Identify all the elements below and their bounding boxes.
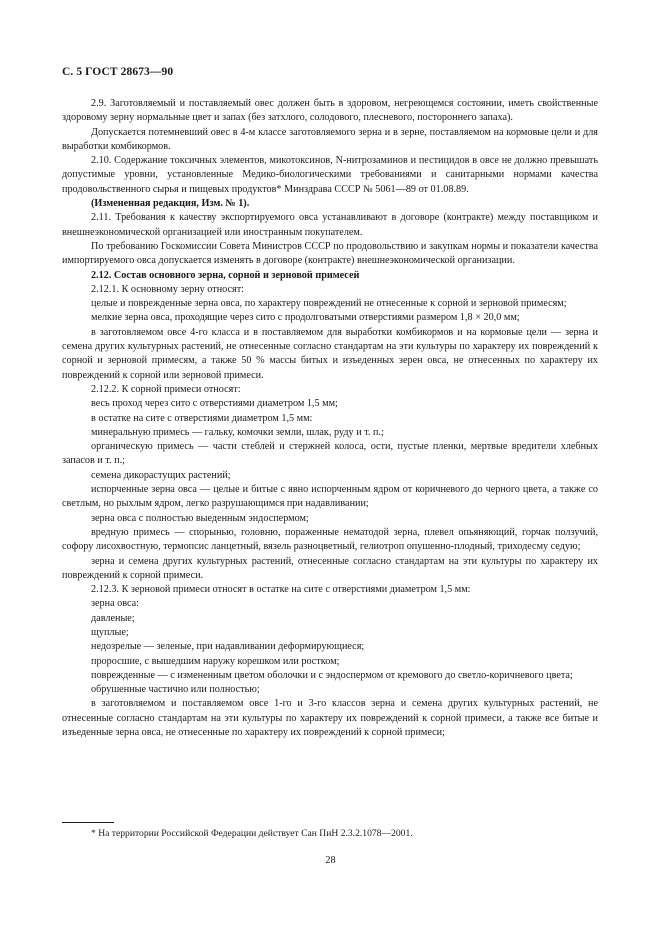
paragraph: 2.10. Содержание токсичных элементов, микотоксинов, N-нитрозаминов и пестицидов в овсе не должно превышать допустимые уровни, установленные Медико-биологическими требованиями и санитарными нормами качества продовольственного сырья и пищевых продуктов* Минздрава СССР № 5061—89 от 01.08.89. (62, 155, 598, 195)
paragraph: поврежденные — с измененным цветом оболочки и с эндоспермом от кремового до светло-коричневого цвета; (91, 669, 573, 681)
paragraph: давленые; (91, 612, 135, 624)
paragraph: зерна овса с полностью выеденным эндоспермом; (91, 512, 309, 524)
footnote-rule (62, 822, 114, 823)
paragraph: щуплые; (91, 626, 129, 638)
paragraph: в заготовляемом овсе 4-го класса и в поставляемом для выработки комбикормов и на кормовые цели — зерна и семена других культурных растений, не отнесенные согласно стандартам на эти культуры по характеру их повреждений к сорной и зерновой примесям, а также 50 % массы битых и изъеденных зерен овса, не отнесенных по характеру их повреждений к сорной или зерновой примеси. (62, 326, 598, 381)
paragraph: проросшие, с вышедшим наружу корешком или ростком; (91, 655, 340, 667)
paragraph: недозрелые — зеленые, при надавливании деформирующиеся; (91, 641, 365, 653)
paragraph: 2.11. Требования к качеству экспортируемого овса устанавливают в договоре (контракте) между поставщиком и внешнеэкономической организацией или иностранным покупателем. (62, 212, 598, 238)
bold-paragraph: 2.12. Состав основного зерна, сорной и зерновой примесей (91, 269, 360, 281)
paragraph: минеральную примесь — гальку, комочки земли, шлак, руду и т. п.; (91, 426, 384, 438)
document-body (62, 97, 598, 740)
paragraph: в заготовляемом и поставляемом овсе 1-го и 3-го классов зерна и семена других культурных растений, не отнесенные согласно стандартам на эти культуры по характеру их повреждений к сорной примеси, а также все битые и изъеденные зерна овса, не отнесенные по характеру их повреждений к сорной примеси; (62, 698, 598, 739)
paragraph: Допускается потемневший овес в 4-м классе заготовляемого зерна и в зерне, поставляемом на кормовые цели и для выработки комбикормов. (62, 126, 598, 152)
footnote: * На территории Российской Федерации действует Сан ПиН 2.3.2.1078—2001. (91, 828, 413, 839)
paragraph: 2.12.2. К сорной примеси относят: (91, 383, 241, 395)
paragraph: весь проход через сито с отверстиями диаметром 1,5 мм; (91, 398, 338, 410)
page-header: С. 5 ГОСТ 28673—90 (62, 66, 174, 78)
paragraph: вредную примесь — спорынью, головню, пораженные нематодой зерна, плевел опьяняющий, горчак ползучий, софору лисохвостную, термопсис ланцетный, вязель разноцветный, гелиотроп опушенно-плодный, триходесму седую; (62, 526, 598, 553)
paragraph: испорченные зерна овса — целые и битые с явно испорченным ядром от коричневого до черного цвета, а также со светлым, но рыхлым ядром, легко разрушающимся при надавливании; (62, 484, 598, 510)
paragraph: целые и поврежденные зерна овса, по характеру повреждений не отнесенные к сорной и зерновой примесям; (91, 298, 567, 310)
paragraph: органическую примесь — части стеблей и стержней колоса, ости, пустые пленки, мертвые вредители хлебных запасов и т. п.; (62, 441, 598, 467)
paragraph: 2.9. Заготовляемый и поставляемый овес должен быть в здоровом, негреющемся состоянии, иметь свойственные здоровому зерну нормальные цвет и запах (без затхлого, солодового, плесневого, постороннего запаха). (62, 98, 598, 124)
bold-paragraph: (Измененная редакция, Изм. № 1). (91, 198, 250, 210)
paragraph: мелкие зерна овса, проходящие через сито с продолговатыми отверстиями размером 1,8 × 20,0 мм; (91, 312, 520, 324)
paragraph: в остатке на сите с отверстиями диаметром 1,5 мм: (91, 412, 313, 424)
paragraph: семена дикорастущих растений; (91, 469, 231, 481)
paragraph: зерна овса: (91, 598, 140, 610)
page-number: 28 (325, 855, 336, 866)
paragraph: зерна и семена других культурных растений, отнесенные согласно стандартам на эти культуры по характеру их повреждений к сорной примеси. (62, 555, 598, 581)
paragraph: По требованию Госкомиссии Совета Министров СССР по продовольствию и закупкам нормы и показатели качества импортируемого овса допускается изменять в договоре (контракте) внешнеэкономической организации. (62, 240, 598, 267)
paragraph: 2.12.3. К зерновой примеси относят в остатке на сите с отверстиями диаметром 1,5 мм: (91, 584, 471, 596)
paragraph: 2.12.1. К основному зерну относят: (91, 283, 245, 295)
paragraph: обрушенные частично или полностью; (91, 684, 260, 696)
